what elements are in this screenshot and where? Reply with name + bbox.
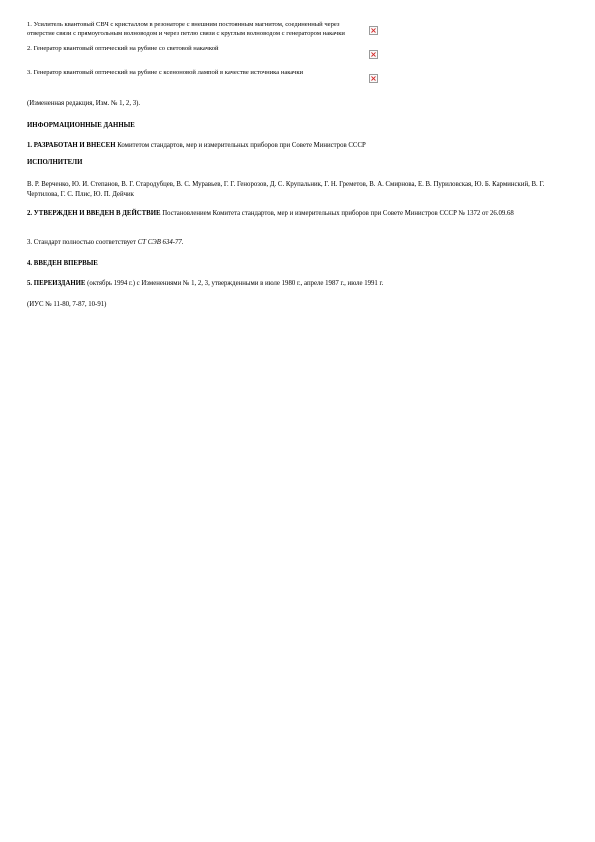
broken-image-icon[interactable] (369, 50, 378, 59)
figure-caption: 3. Генератор квантовый оптический на рубине с ксеноновой лампой в качестве источника накачки (27, 69, 304, 76)
figure-caption: 2. Генератор квантовый оптический на рубине со световой накачкой (27, 45, 219, 52)
figure-caption: 1. Усилитель квантовый СВЧ с кристаллом в резонаторе с внешним постоянным магнитом, соединенный через отверстие связи с прямоугольным волноводом и через петлю связи с круглым волноводом с генератором накачки (27, 21, 345, 38)
broken-image-icon[interactable] (369, 26, 378, 35)
reissue-text: (октябрь 1994 г.) с Изменениями № 1, 2, 3, утвержденными в июле 1980 г., апреле 1987 г., июле 1991 г. (87, 280, 384, 287)
reissue (27, 279, 567, 289)
figure-row (27, 68, 387, 92)
figure-list (27, 20, 387, 92)
conformity-prefix: 3. Стандарт полностью соответствует (27, 239, 138, 246)
approved-by (27, 209, 567, 219)
approved-lead: 2. УТВЕРЖДЕН И ВВЕДЕН В ДЕЙСТВИЕ (27, 210, 161, 217)
developed-by (27, 141, 567, 151)
figure-row (27, 20, 387, 44)
info-heading: ИНФОРМАЦИОННЫЕ ДАННЫЕ (27, 122, 135, 129)
performers-list: В. Р. Верченко, Ю. И. Степанов, В. Г. Стародубцев, В. С. Муравьев, Г. Г. Генорозов, Д. С. Крупальник, Г. Н. Греметов, В. А. Смирнова, Е. В. Пуриловская, Ю. Б. Карминский, В. Г. Чертилова, Г. С. Плис, Ю. П. Дейчик (27, 181, 545, 199)
reissue-lead: 5. ПЕРЕИЗДАНИЕ (27, 280, 86, 287)
conformity-ref: СТ СЭВ 634-77. (137, 239, 184, 246)
developed-text: Комитетом стандартов, мер и измерительных приборов при Совете Министров СССР (117, 142, 366, 149)
developed-lead: 1. РАЗРАБОТАН И ВНЕСЕН (27, 142, 116, 149)
figure-row (27, 44, 387, 68)
first-intro: 4. ВВЕДЕН ВПЕРВЫЕ (27, 260, 98, 267)
ius-note: (ИУС № 11-80, 7-87, 10-91) (27, 301, 107, 308)
performers-heading: ИСПОЛНИТЕЛИ (27, 159, 83, 166)
revision-note: (Измененная редакция, Изм. № 1, 2, 3). (27, 100, 141, 107)
broken-image-icon[interactable] (369, 74, 378, 83)
conformity (27, 238, 567, 248)
approved-text: Постановлением Комитета стандартов, мер и измерительных приборов при Совете Министров СССР № 1372 от 26.09.68 (162, 210, 514, 217)
